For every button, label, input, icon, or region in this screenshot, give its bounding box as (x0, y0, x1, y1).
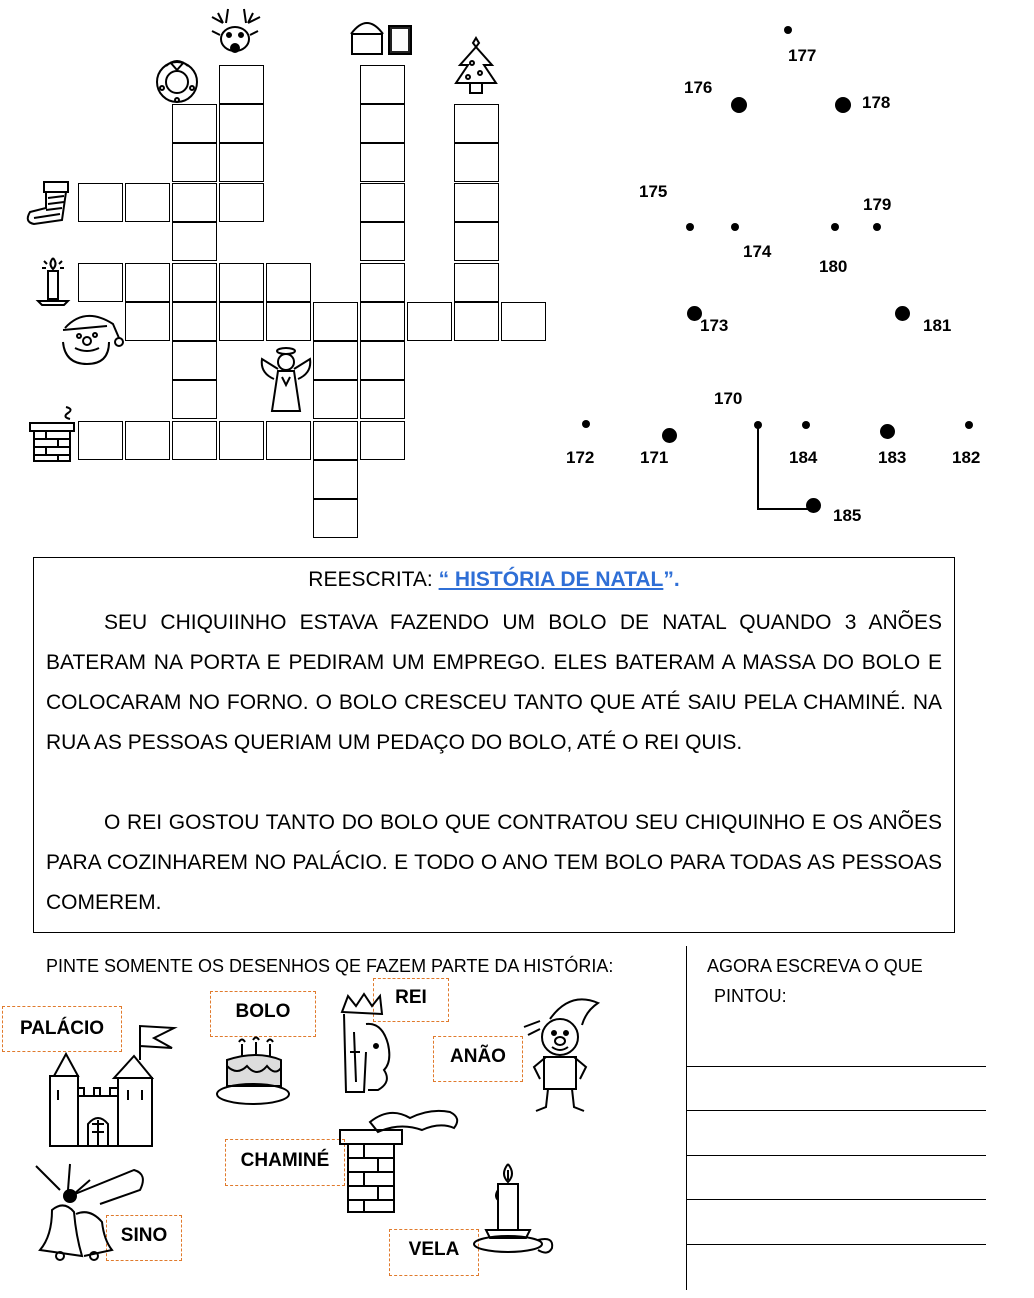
crossword-cell[interactable] (219, 421, 264, 460)
writing-instruction-line1: AGORA ESCREVA O QUE (707, 956, 923, 976)
label-bolo: BOLO (210, 991, 316, 1037)
crossword-cell[interactable] (78, 421, 123, 460)
coloring-instruction: PINTE SOMENTE OS DESENHOS QE FAZEM PARTE DA HISTÓRIA: (46, 956, 614, 976)
label-chamine: CHAMINÉ (225, 1139, 345, 1186)
crossword-cell[interactable] (125, 302, 170, 341)
crossword-cell[interactable] (360, 421, 405, 460)
crossword-cell[interactable] (313, 341, 358, 380)
crossword-cell[interactable] (219, 143, 264, 182)
crossword-cell[interactable] (360, 380, 405, 419)
dot-184[interactable] (802, 421, 810, 429)
dot-label: 185 (833, 506, 862, 525)
crossword-cell[interactable] (266, 421, 311, 460)
dot-183[interactable] (880, 424, 895, 439)
crossword-cell[interactable] (125, 183, 170, 222)
crossword-cell[interactable] (360, 143, 405, 182)
crossword-cell[interactable] (454, 263, 499, 302)
crossword-cell[interactable] (172, 263, 217, 302)
crossword-cell[interactable] (266, 302, 311, 341)
dot-171[interactable] (662, 428, 677, 443)
label-vela: VELA (389, 1229, 479, 1276)
crossword-cell[interactable] (360, 263, 405, 302)
dot-label: 182 (952, 448, 981, 467)
dot-label: 179 (863, 195, 892, 214)
crossword-cell[interactable] (219, 65, 264, 104)
dot-label: 170 (714, 389, 743, 408)
heading-suffix: ”. (663, 568, 680, 591)
dot-181[interactable] (895, 306, 910, 321)
dot-182[interactable] (965, 421, 973, 429)
crossword-cell[interactable] (172, 302, 217, 341)
dot-170[interactable] (754, 421, 762, 429)
crossword-cell[interactable] (219, 302, 264, 341)
christmas-tree-icon (450, 35, 502, 100)
crossword-cell[interactable] (172, 222, 217, 261)
dot-label: 177 (788, 46, 817, 65)
crossword-cell[interactable] (360, 222, 405, 261)
stocking-icon (22, 180, 74, 230)
chimney-icon (28, 405, 78, 463)
crossword-cell[interactable] (407, 302, 452, 341)
label-sino: SINO (106, 1215, 182, 1261)
crossword-cell[interactable] (313, 302, 358, 341)
dot-175[interactable] (686, 223, 694, 231)
chimney-smoke-icon[interactable] (330, 1108, 465, 1218)
dot-174[interactable] (731, 223, 739, 231)
dot-label: 174 (743, 242, 772, 261)
crossword-cell[interactable] (360, 183, 405, 222)
crossword-cell[interactable] (125, 263, 170, 302)
writing-line[interactable] (686, 1199, 986, 1200)
crossword-cell[interactable] (78, 183, 123, 222)
crossword-cell[interactable] (360, 65, 405, 104)
dot-172[interactable] (582, 420, 590, 428)
dot-176[interactable] (731, 97, 747, 113)
dot-label: 178 (862, 93, 891, 112)
crossword-cell[interactable] (313, 460, 358, 499)
candle-holder-icon[interactable] (468, 1160, 558, 1260)
crossword-cell[interactable] (360, 104, 405, 143)
reindeer-icon (198, 5, 273, 63)
writing-instruction-line2: PINTOU: (714, 986, 787, 1006)
heading-prefix: REESCRITA: (308, 568, 439, 591)
crossword-cell[interactable] (125, 421, 170, 460)
crossword-cell[interactable] (266, 263, 311, 302)
crossword-cell[interactable] (360, 341, 405, 380)
crossword-cell[interactable] (172, 421, 217, 460)
story-box (33, 557, 955, 933)
crossword-cell[interactable] (454, 104, 499, 143)
wreath-icon (148, 52, 206, 107)
dot-177[interactable] (784, 26, 792, 34)
crossword-cell[interactable] (172, 341, 217, 380)
crossword-cell[interactable] (219, 263, 264, 302)
crossword-cell[interactable] (454, 183, 499, 222)
dwarf-icon[interactable] (520, 995, 602, 1115)
crossword-cell[interactable] (313, 421, 358, 460)
dot-label: 183 (878, 448, 907, 467)
writing-line[interactable] (686, 1110, 986, 1111)
crossword-cell[interactable] (219, 104, 264, 143)
crossword-grid (0, 0, 560, 545)
writing-line[interactable] (686, 1244, 986, 1245)
label-anao: ANÃO (433, 1036, 523, 1082)
dot-180[interactable] (831, 223, 839, 231)
crossword-cell[interactable] (172, 104, 217, 143)
bell-icon[interactable] (30, 1160, 150, 1265)
section-divider (686, 946, 687, 1290)
story-paragraph-1: SEU CHIQUIINHO ESTAVA FAZENDO UM BOLO DE NATAL QUANDO 3 ANÕES BATERAM NA PORTA E PEDIRAM UM EMPREGO. ELES BATERAM A MASSA DO BOLO E COLOCARAM NO FORNO. O BOLO CRESCEU TANTO QUE ATÉ SAIU PELA CHAMINÉ. NA RUA AS PESSOAS QUERIAM UM PEDAÇO DO BOLO, ATÉ O REI QUIS. (46, 611, 942, 754)
story-paragraph-2: O REI GOSTOU TANTO DO BOLO QUE CONTRATOU SEU CHIQUINHO E OS ANÕES PARA COZINHAREM NO PALÁCIO. E TODO O ANO TEM BOLO PARA TODAS AS PESSOAS COMEREM. (46, 811, 942, 914)
crossword-cell[interactable] (313, 380, 358, 419)
crossword-cell[interactable] (360, 302, 405, 341)
angel-icon (258, 345, 313, 415)
crossword-cell[interactable] (172, 380, 217, 419)
dot-179[interactable] (873, 223, 881, 231)
label-palacio: PALÁCIO (2, 1006, 122, 1052)
writing-line[interactable] (686, 1066, 986, 1067)
dot-label: 173 (700, 316, 729, 335)
crossword-cell[interactable] (172, 183, 217, 222)
dot-185[interactable] (806, 498, 821, 513)
crossword-cell[interactable] (454, 143, 499, 182)
dot-label: 180 (819, 257, 848, 276)
candle-icon (34, 255, 72, 307)
crossword-cell[interactable] (454, 222, 499, 261)
crossword-cell[interactable] (78, 263, 123, 302)
label-rei: REI (373, 978, 449, 1022)
king-icon[interactable] (338, 992, 400, 1097)
crossword-cell[interactable] (172, 143, 217, 182)
story-title-link[interactable]: “ HISTÓRIA DE NATAL (438, 568, 664, 591)
dot-label: 172 (566, 448, 595, 467)
writing-line[interactable] (686, 1155, 986, 1156)
dot-label: 184 (789, 448, 818, 467)
dot-178[interactable] (835, 97, 851, 113)
castle-icon[interactable] (44, 1020, 179, 1150)
crossword-cell[interactable] (501, 302, 546, 341)
crossword-cell[interactable] (219, 183, 264, 222)
cake-icon[interactable] (213, 1036, 293, 1108)
story-heading (34, 568, 954, 592)
panettone-icon (345, 12, 415, 57)
dot-label: 176 (684, 78, 713, 97)
dot-label: 181 (923, 316, 952, 335)
dot-label: 175 (639, 182, 668, 201)
crossword-cell[interactable] (454, 302, 499, 341)
dot-to-dot (560, 0, 1034, 545)
santa-icon (55, 308, 125, 368)
dot-label: 171 (640, 448, 669, 467)
crossword-cell[interactable] (313, 499, 358, 538)
